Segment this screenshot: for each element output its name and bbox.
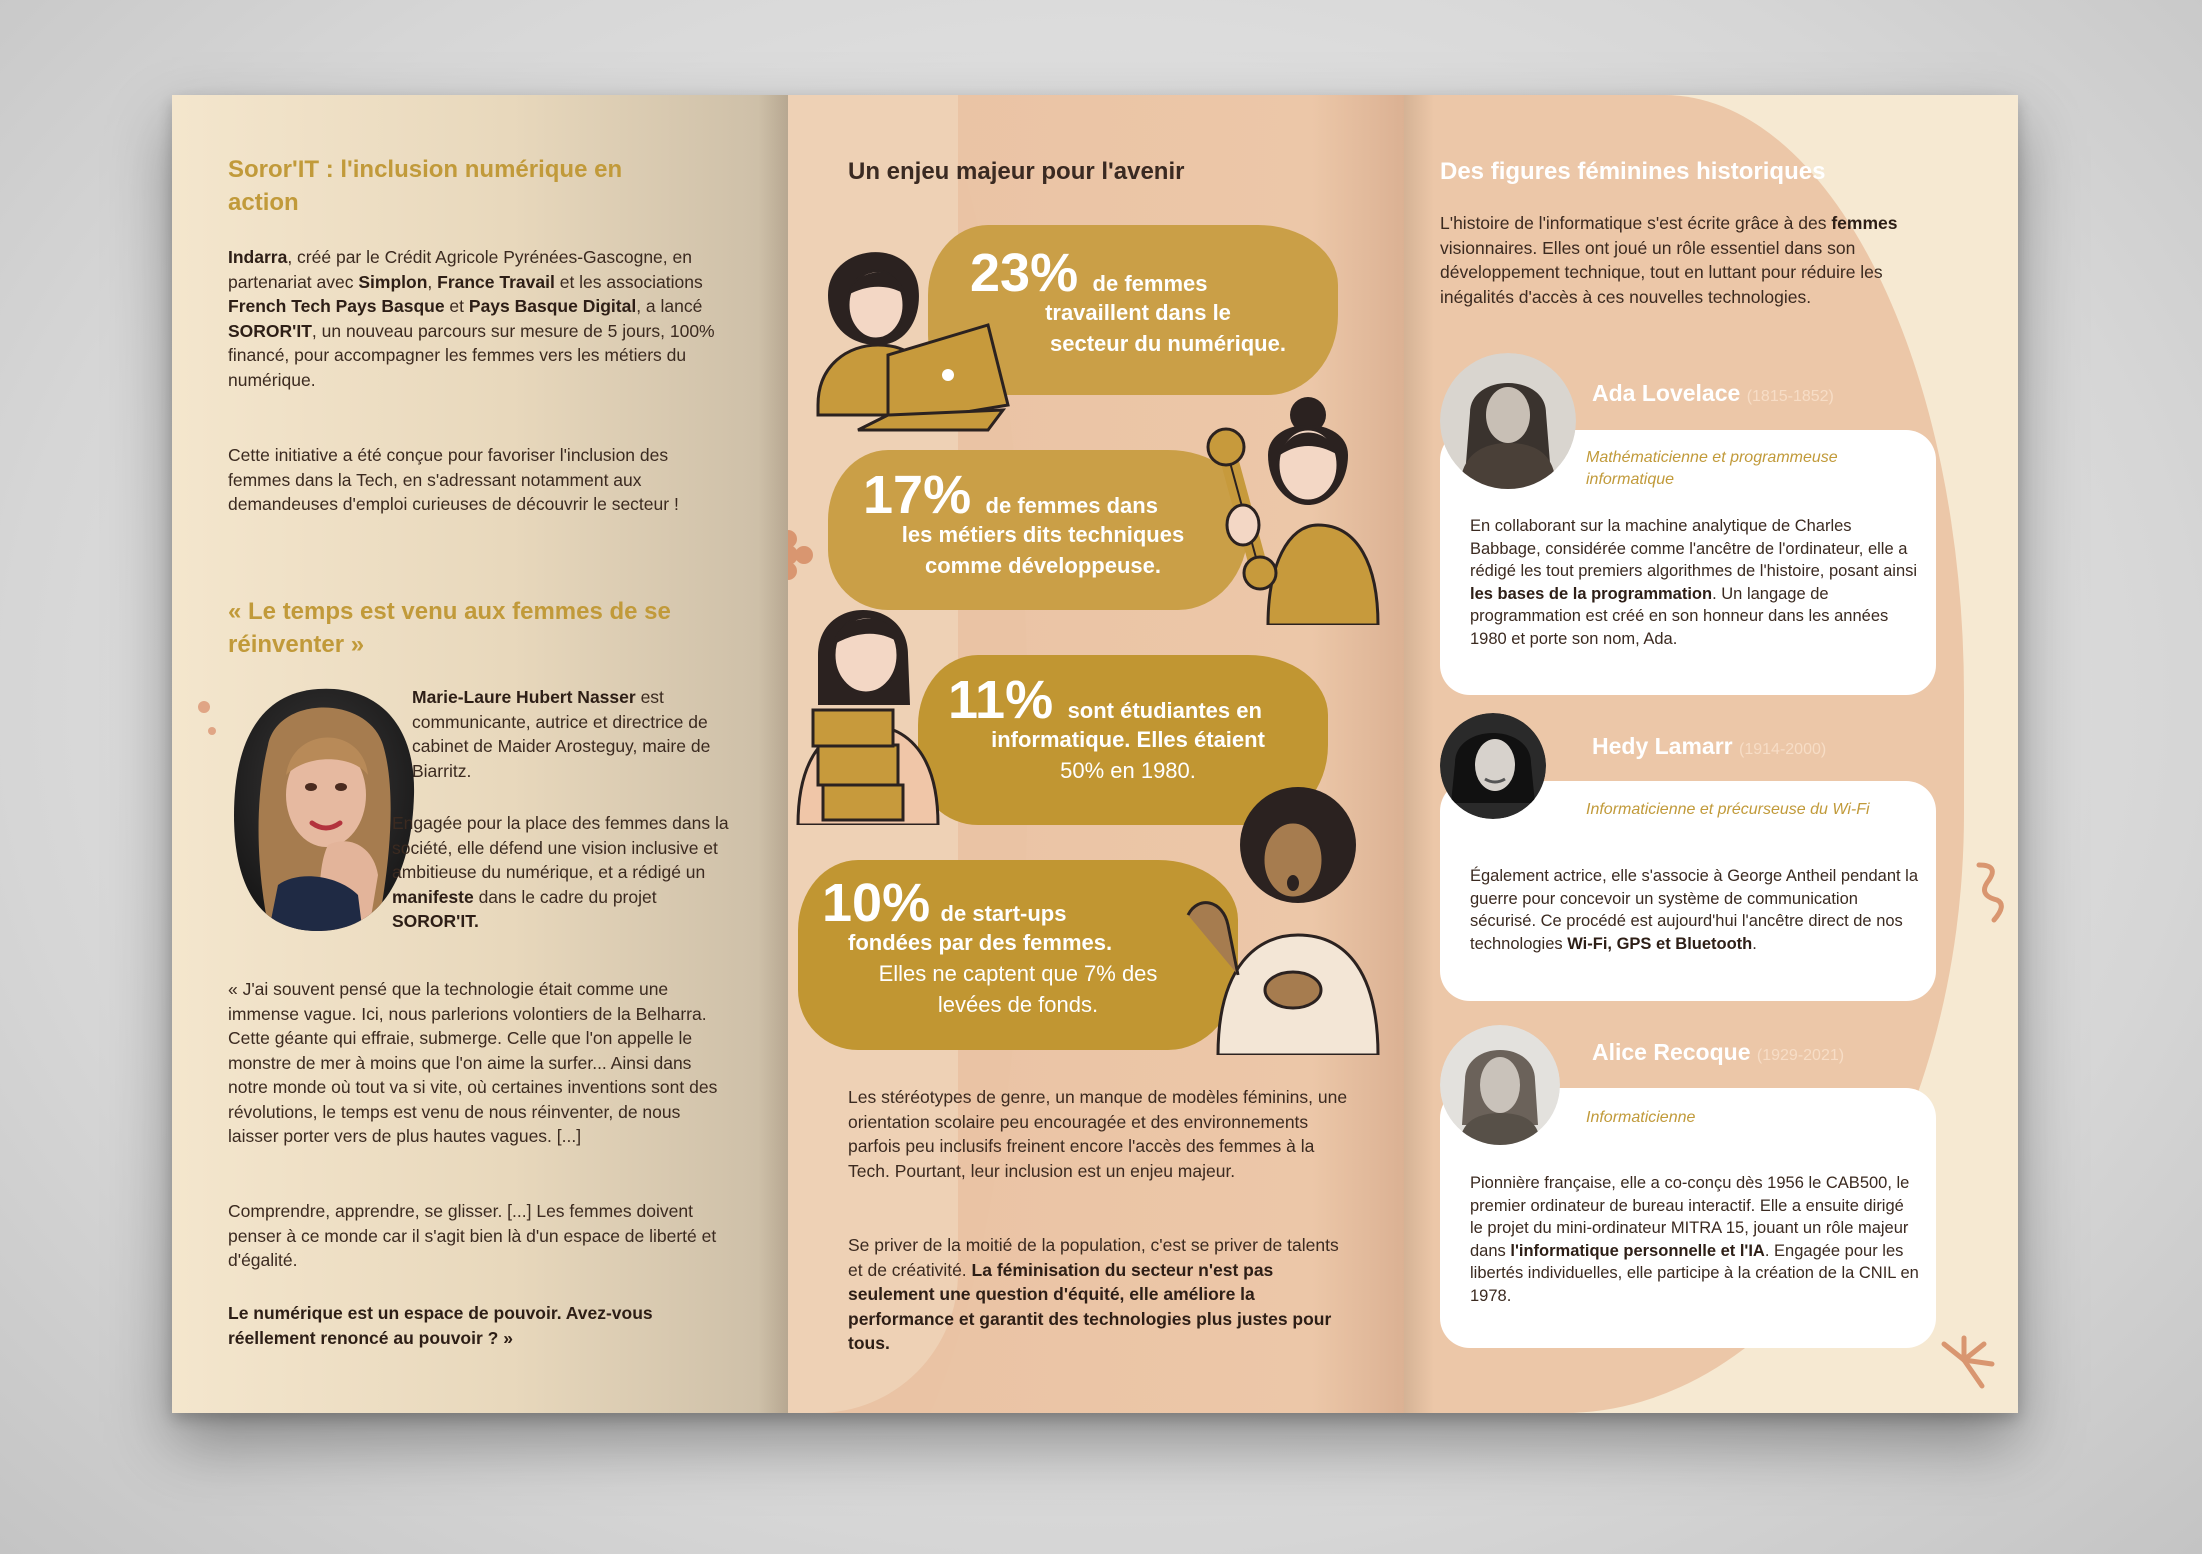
stat-1-line-2: travaillent dans le	[1045, 300, 1231, 325]
woman-books-illustration	[788, 575, 978, 825]
figure-name-hedy	[1592, 731, 1952, 765]
stat-4-line-4: levées de fonds.	[937, 992, 1099, 1017]
stat-4-line-3: Elles ne captent que 7% des	[878, 961, 1158, 986]
woman-wrench-illustration	[1198, 395, 1398, 625]
panel-right	[1404, 95, 2018, 1413]
figure-years-ada: (1815-1852)	[1746, 388, 1834, 405]
stat-4-line-2: fondées par des femmes.	[848, 930, 1113, 955]
figure-name-alice	[1592, 1037, 1952, 1071]
avatar-alice-recoque	[1440, 1025, 1560, 1145]
figure-name-ada-text: Ada Lovelace	[1592, 380, 1741, 406]
panel1-title: Soror'IT : l'inclusion numérique en action	[228, 156, 623, 216]
stat-1-value: 23%	[970, 243, 1079, 303]
figure-name-ada	[1592, 378, 1952, 412]
stat-2-line-1: de femmes dans	[985, 493, 1158, 518]
bio-text: Marie-Laure Hubert Nasser est communicante, autrice et directrice de cabinet de Maider Arosteguy, maire de Biarritz.	[412, 687, 711, 781]
quote-para-3: Le numérique est un espace de pouvoir. Avez-vous réellement renoncé au pouvoir ? »	[228, 1303, 653, 1348]
figure-role-ada: Mathématicienne et programmeuse informatique	[1586, 449, 1838, 488]
figure-years-alice: (1929-2021)	[1756, 1047, 1845, 1064]
stat-2-line-2: les métiers dits techniques	[901, 522, 1185, 547]
stat-1-line-3: secteur du numérique.	[1050, 331, 1286, 356]
panel3-intro: L'histoire de l'informatique s'est écrite grâce à des femmes visionnaires. Elles ont joué un rôle essentiel dans son développement technique, tout en luttant pour réduire les inégalités d'accès à ces nouvelles technologies.	[1440, 213, 1898, 307]
brochure	[172, 95, 2018, 1413]
panel-left	[172, 95, 788, 1413]
panel1-intro: Indarra, créé par le Crédit Agricole Pyrénées-Gascogne, en partenariat avec Simplon, France Travail et les associations French Tech Pays Basque et Pays Basque Digital, a lancé SOROR'IT, un nouveau parcours sur mesure de 5 jours, 100% financé, pour accompagner les femmes vers les métiers du numérique.	[228, 247, 715, 390]
stat-2-line-3: comme développeuse.	[925, 553, 1161, 578]
figure-text-hedy: Également actrice, elle s'associe à George Antheil pendant la guerre pour concevoir un système de communication sécurisé. Ce procédé est aujourd'hui l'ancêtre direct de nos technologies Wi-Fi, GPS et Bluetooth.	[1470, 867, 1919, 953]
woman-laptop-illustration	[788, 205, 1028, 435]
stat-3-value: 11%	[948, 670, 1054, 730]
figure-years-hedy: (1914-2000)	[1739, 741, 1827, 758]
squiggle-deco-icon	[1969, 860, 2009, 930]
stat-4-line-1: de start-ups	[940, 901, 1067, 926]
stat-4-value: 10%	[822, 873, 931, 933]
stat-3-line-2: informatique. Elles étaient	[991, 727, 1265, 752]
avatar-ada-lovelace	[1440, 353, 1576, 489]
stat-2-value: 17%	[863, 465, 972, 525]
figure-role-hedy: Informaticienne et précurseuse du Wi-Fi	[1586, 801, 1870, 818]
panel2-para-2: Se priver de la moitié de la population, c'est se priver de talents et de créativité. La féminisation du secteur n'est pas seulement une question d'équité, elle améliore la performance et garantit des technologies plus justes pour tous.	[848, 1235, 1339, 1353]
panel1-initiative: Cette initiative a été conçue pour favoriser l'inclusion des femmes dans la Tech, en s'adressant notamment aux demandeuses d'emploi curieuses de découvrir le secteur !	[228, 445, 679, 514]
quote-para-1: « J'ai souvent pensé que la technologie était comme une immense vague. Ici, nous parlerions volontiers de la Belharra. Cette géante qui effraie, submerge. Celle que l'on appelle le monstre de mer à moins que l'on aime la surfer... Ainsi dans notre monde où tout va si vite, où certaines inventions sont des révolutions, le temps est venu de nous réinventer, de nous laisser porter vers de plus hautes vagues. [...]	[228, 979, 718, 1146]
panel-middle	[788, 95, 1404, 1413]
figure-text-alice: Pionnière française, elle a co-conçu dès 1956 le CAB500, le premier ordinateur de bureau interactif. Elle a ensuite dirigé le projet du mini-ordinateur MITRA 15, jouant un rôle majeur dans l'informatique personnelle et l'IA. Engagée pour les libertés individuelles, elle participe à la création de la CNIL en 1978.	[1470, 1174, 1919, 1305]
woman-speaking-illustration	[1168, 775, 1398, 1055]
figure-text-ada: En collaborant sur la machine analytique de Charles Babbage, considérée comme l'ancêtre de l'ordinateur, elle a rédigé les tout premiers algorithmes de l'histoire, posant ainsi les bases de la programmation. Un langage de programmation est créé en son honneur dans les années 1980 et porte son nom, Ada.	[1470, 517, 1918, 648]
portrait-marie-laure	[228, 685, 418, 935]
stat-3	[928, 670, 1328, 786]
panel2-para-1: Les stéréotypes de genre, un manque de modèles féminins, une orientation scolaire peu encouragée et des environnements parfois peu inclusifs freinent encore l'accès des femmes à la Tech. Pourtant, leur inclusion est un enjeu majeur.	[848, 1087, 1348, 1181]
quote-title: « Le temps est venu aux femmes de se réinventer »	[228, 598, 671, 658]
avatar-hedy-lamarr	[1440, 713, 1546, 819]
sparkle-deco-icon	[1924, 1330, 2004, 1400]
quote-para-2: Comprendre, apprendre, se glisser. [...] Les femmes doivent penser à ce monde car il s'agit bien là d'un espace de liberté et d'égalité.	[228, 1201, 717, 1270]
stat-3-line-1: sont étudiantes en	[1067, 698, 1262, 723]
stat-3-line-3: 50% en 1980.	[1060, 758, 1196, 783]
panel2-title: Un enjeu majeur pour l'avenir	[848, 158, 1185, 185]
figure-name-alice-text: Alice Recoque	[1592, 1039, 1751, 1065]
stat-2	[843, 465, 1243, 581]
panel3-title: Des figures féminines historiques	[1440, 158, 1826, 185]
figure-role-alice: Informaticienne	[1586, 1109, 1696, 1126]
bio-text-2: Engagée pour la place des femmes dans la société, elle défend une vision inclusive et ambitieuse du numérique, et a rédigé un manifeste dans le cadre du projet SOROR'IT.	[392, 813, 729, 931]
flower-deco-icon	[788, 525, 818, 585]
dots-deco-icon	[192, 695, 222, 745]
stat-4	[808, 873, 1228, 1020]
stat-1-line-1: de femmes	[1092, 271, 1208, 296]
figure-name-hedy-text: Hedy Lamarr	[1592, 733, 1733, 759]
